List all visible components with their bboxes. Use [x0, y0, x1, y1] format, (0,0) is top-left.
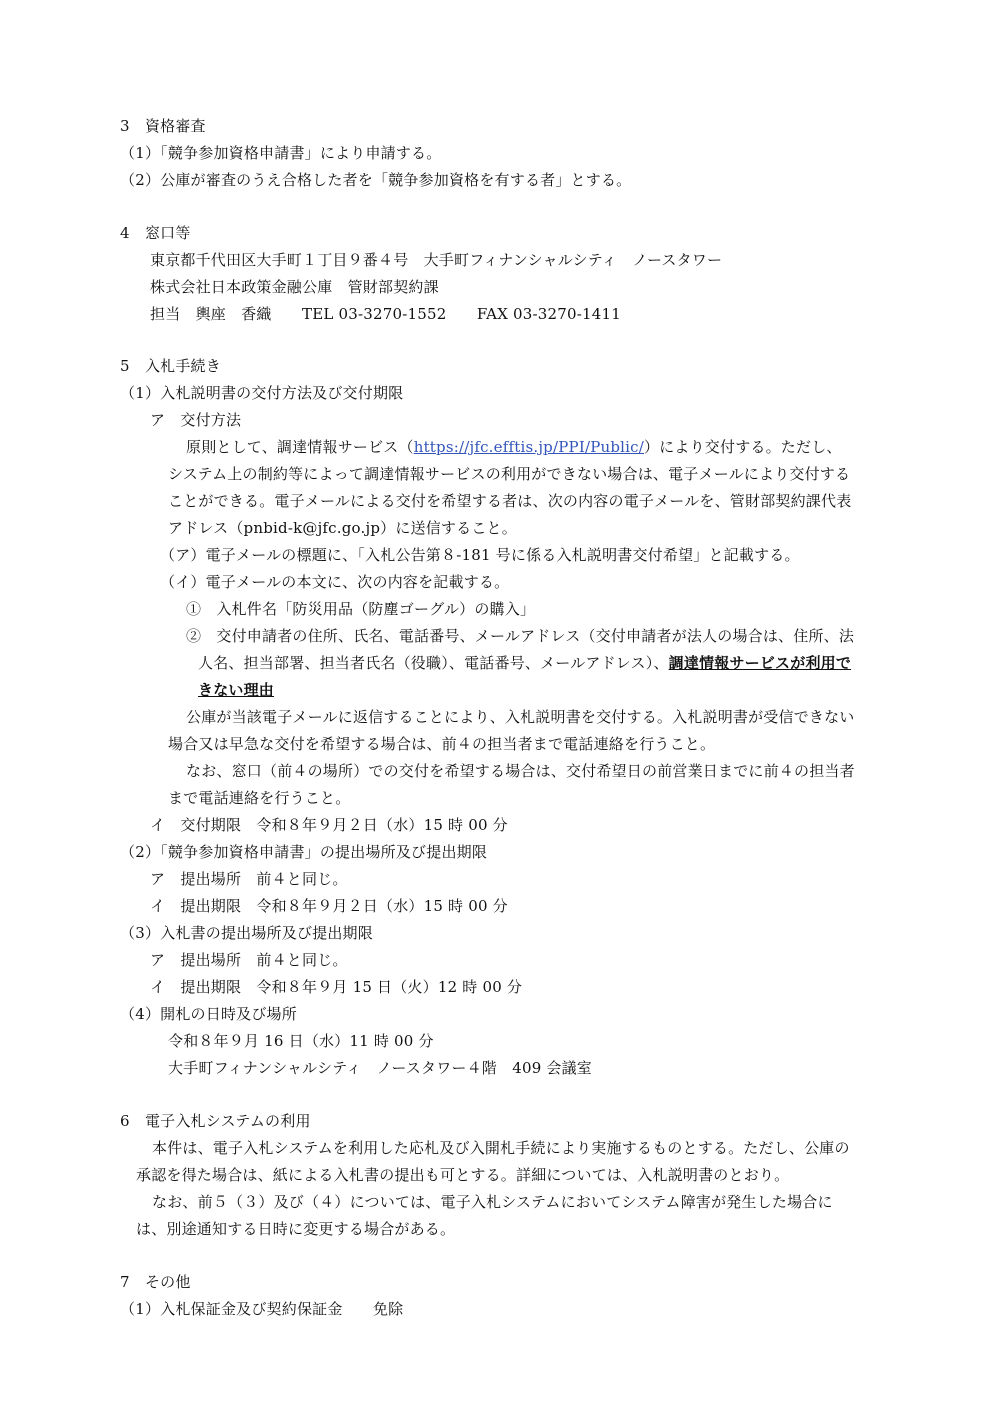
- email-body-instruction: （イ）電子メールの本文に、次の内容を記載する。: [160, 573, 510, 591]
- office-contact: 担当 輿座 香織 TEL 03-3270-1552 FAX 03-3270-1411: [150, 305, 622, 323]
- application-submission-deadline: イ 提出期限 令和８年９月２日（水）15 時 00 分: [150, 897, 508, 915]
- e-bidding-line-3: なお、前５（３）及び（４）については、電子入札システムにおいてシステム障害が発生した場合に: [152, 1193, 833, 1211]
- email-content-item-2-emphasis-end: きない理由: [198, 681, 275, 699]
- delivery-method-line-3: ことができる。電子メールによる交付を希望する者は、次の内容の電子メールを、管財部契約課代表: [168, 492, 852, 510]
- application-submission-place: ア 提出場所 前４と同じ。: [150, 870, 348, 888]
- office-address: 東京都千代田区大手町１丁目９番４号 大手町フィナンシャルシティ ノースタワー: [150, 251, 723, 269]
- subsection-5-1-title: （1）入札説明書の交付方法及び交付期限: [120, 384, 404, 402]
- e-bidding-line-2: 承認を得た場合は、紙による入札書の提出も可とする。詳細については、入札説明書のとおり。: [136, 1166, 790, 1184]
- delivery-method-line-1-post: ）により交付する。ただし、: [644, 438, 842, 456]
- window-note-line-1: なお、窓口（前４の場所）での交付を希望する場合は、交付希望日の前営業日までに前４の担当者: [186, 762, 855, 780]
- e-bidding-line-1: 本件は、電子入札システムを利用した応札及び入開札手続により実施するものとする。ただし、公庫の: [152, 1139, 850, 1157]
- section-4-heading: 4 窓口等: [120, 224, 191, 242]
- bid-submission-deadline: イ 提出期限 令和８年９月 15 日（火）12 時 00 分: [150, 978, 523, 996]
- subsection-5-4-title: （4）開札の日時及び場所: [120, 1005, 297, 1023]
- window-note-line-2: まで電話連絡を行うこと。: [168, 789, 351, 807]
- email-subject-instruction: （ア）電子メールの標題に、「入札公告第８-181 号に係る入札説明書交付希望」と記載する。: [160, 546, 800, 564]
- delivery-method-title: ア 交付方法: [150, 411, 242, 429]
- subsection-5-3-title: （3）入札書の提出場所及び提出期限: [120, 924, 373, 942]
- bid-opening-datetime: 令和８年９月 16 日（水）11 時 00 分: [168, 1032, 434, 1050]
- email-content-item-2-line-3: [198, 679, 274, 701]
- email-content-item-2-emphasis: 調達情報サービスが利用で: [668, 654, 852, 672]
- office-organization: 株式会社日本政策金融公庫 管財部契約課: [150, 278, 439, 296]
- delivery-method-line-1: [186, 436, 842, 458]
- section-3-item-2: （2）公庫が審査のうえ合格した者を「競争参加資格を有する者」とする。: [120, 171, 632, 189]
- reply-note-line-1: 公庫が当該電子メールに返信することにより、入札説明書を交付する。入札説明書が受信できない: [186, 708, 855, 726]
- delivery-deadline: イ 交付期限 令和８年９月２日（水）15 時 00 分: [150, 816, 508, 834]
- email-content-item-2-line-1: ② 交付申請者の住所、氏名、電話番号、メールアドレス（交付申請者が法人の場合は、住所、法: [186, 627, 855, 645]
- section-3-heading: 3 資格審査: [120, 117, 206, 135]
- section-5-heading: 5 入札手続き: [120, 357, 221, 375]
- section-7-heading: 7 その他: [120, 1273, 191, 1291]
- section-6-heading: 6 電子入札システムの利用: [120, 1112, 311, 1130]
- subsection-5-2-title: （2）「競争参加資格申請書」の提出場所及び提出期限: [120, 843, 488, 861]
- deposit-exemption: （1）入札保証金及び契約保証金 免除: [120, 1300, 404, 1318]
- delivery-method-line-2: システム上の制約等によって調達情報サービスの利用ができない場合は、電子メールにより交付する: [168, 465, 851, 483]
- email-content-item-2-line-2-text: 人名、担当部署、担当者氏名（役職）、電話番号、メールアドレス）、: [198, 654, 669, 672]
- delivery-method-line-1-pre: 原則として、調達情報サービス（: [186, 438, 414, 456]
- e-bidding-line-4: は、別途通知する日時に変更する場合がある。: [136, 1220, 456, 1238]
- bid-opening-place: 大手町フィナンシャルシティ ノースタワー４階 409 会議室: [168, 1059, 593, 1077]
- bid-submission-place: ア 提出場所 前４と同じ。: [150, 951, 348, 969]
- procurement-service-link[interactable]: https://jfc.efftis.jp/PPI/Public/: [413, 438, 644, 456]
- email-content-item-1: ① 入札件名「防災用品（防塵ゴーグル）の購入」: [186, 600, 536, 618]
- delivery-method-line-4: アドレス（pnbid-k@jfc.go.jp）に送信すること。: [168, 519, 517, 537]
- reply-note-line-2: 場合又は早急な交付を希望する場合は、前４の担当者まで電話連絡を行うこと。: [168, 735, 716, 753]
- email-content-item-2-line-2: [198, 652, 851, 674]
- section-3-item-1: （1）「競争参加資格申請書」により申請する。: [120, 144, 442, 162]
